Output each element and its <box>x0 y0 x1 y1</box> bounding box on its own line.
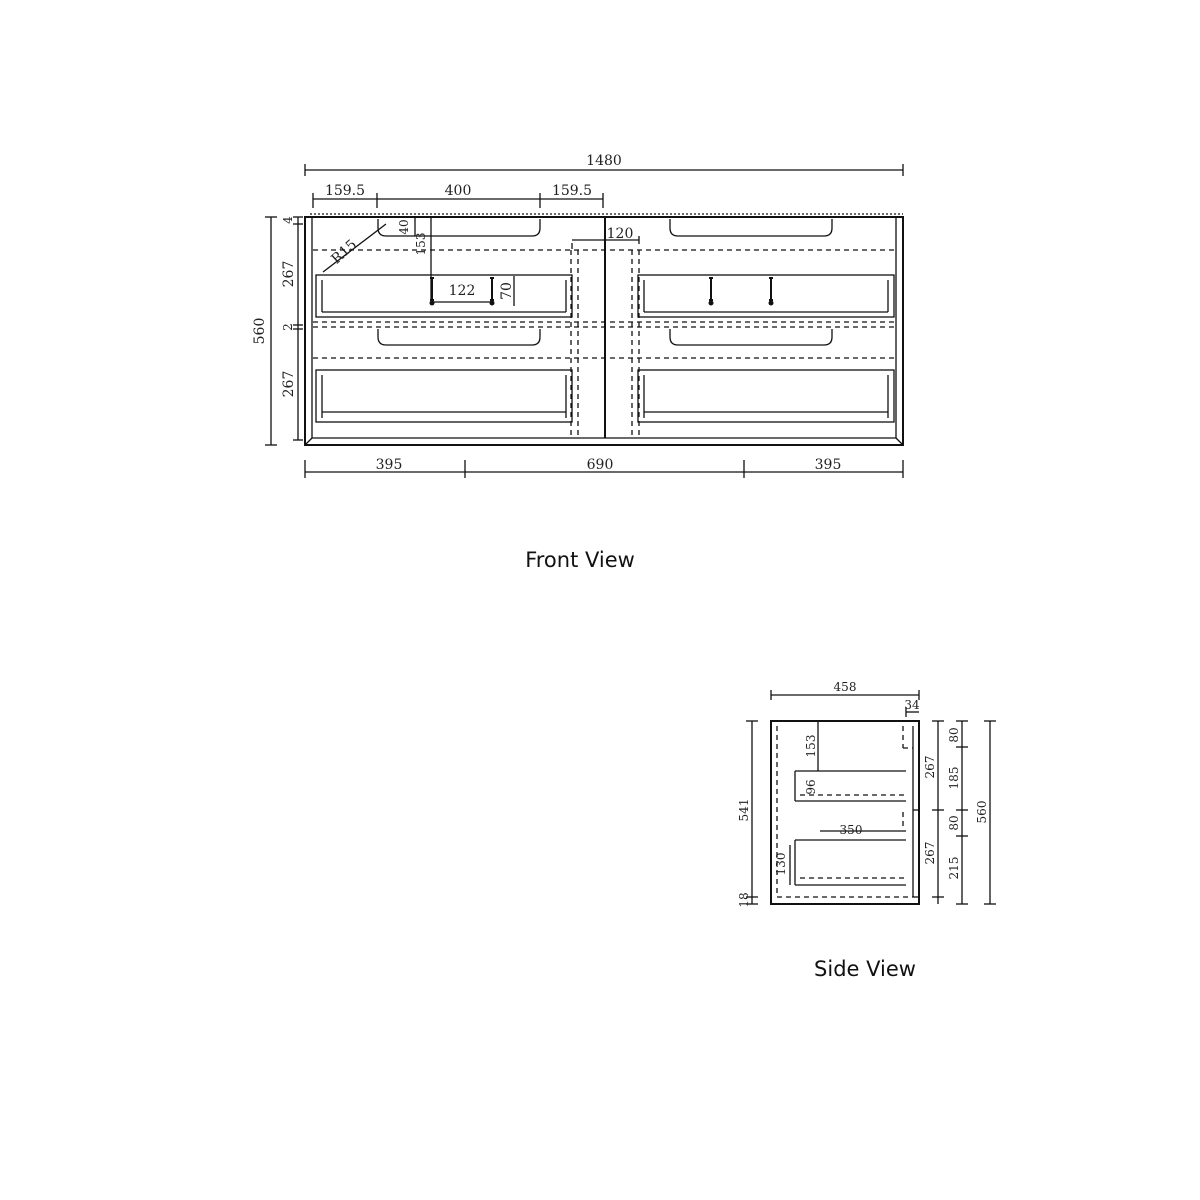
dim-overall-width: 1480 <box>586 153 622 169</box>
dim-side-inner-height-bottom: 130 <box>774 852 788 876</box>
side-cabinet-outline <box>771 721 919 904</box>
dim-side-cutout-depth: 153 <box>804 734 818 758</box>
dim-cutout-height: 70 <box>499 282 515 300</box>
dim-bottom-right: 395 <box>814 457 842 473</box>
dim-cutout-depth: 153 <box>414 232 428 256</box>
front-view-caption: Front View <box>525 548 635 572</box>
dim-mid-gap: 2 <box>281 323 295 331</box>
front-cabinet-outline <box>305 214 903 445</box>
dim-basin-left-offset: 159.5 <box>324 183 366 199</box>
dim-side-top-drawer-height: 267 <box>923 755 937 779</box>
dim-top-drawer-height: 267 <box>281 260 297 288</box>
dim-side-drawer-depth: 350 <box>839 823 863 837</box>
dim-side-body-height: 541 <box>737 798 751 822</box>
dim-bottom-left: 395 <box>375 457 403 473</box>
dim-basin-depth: 40 <box>397 219 411 235</box>
dim-basin-width: 400 <box>444 183 472 199</box>
dim-side-seg-185: 185 <box>947 766 961 790</box>
dim-cutout-width: 122 <box>448 283 476 299</box>
dim-side-seg-80-mid: 80 <box>947 815 961 831</box>
front-top-dimensions <box>305 164 903 208</box>
dim-panel-top: 4 <box>281 216 295 224</box>
dim-side-base-thickness: 18 <box>737 892 751 908</box>
dim-side-bottom-drawer-height: 267 <box>923 841 937 865</box>
dim-bottom-middle: 690 <box>586 457 614 473</box>
dim-side-top-panel: 34 <box>904 698 920 712</box>
front-inner-annotations <box>323 217 639 306</box>
dim-bottom-drawer-height: 267 <box>281 370 297 398</box>
dim-side-seg-215: 215 <box>947 856 961 880</box>
side-view-caption: Side View <box>814 957 916 981</box>
dim-side-overall-depth: 458 <box>833 680 857 694</box>
front-view <box>252 153 903 572</box>
dim-corner-radius: R15 <box>328 236 361 268</box>
dim-side-inner-height-top: 96 <box>804 779 818 795</box>
dim-overall-height: 560 <box>252 317 268 345</box>
dim-side-seg-80-top: 80 <box>947 727 961 743</box>
dim-basin-right-offset: 159.5 <box>551 183 593 199</box>
dim-side-overall-height: 560 <box>975 800 989 824</box>
dim-centre-gap: 120 <box>606 226 634 242</box>
side-view <box>737 680 996 981</box>
